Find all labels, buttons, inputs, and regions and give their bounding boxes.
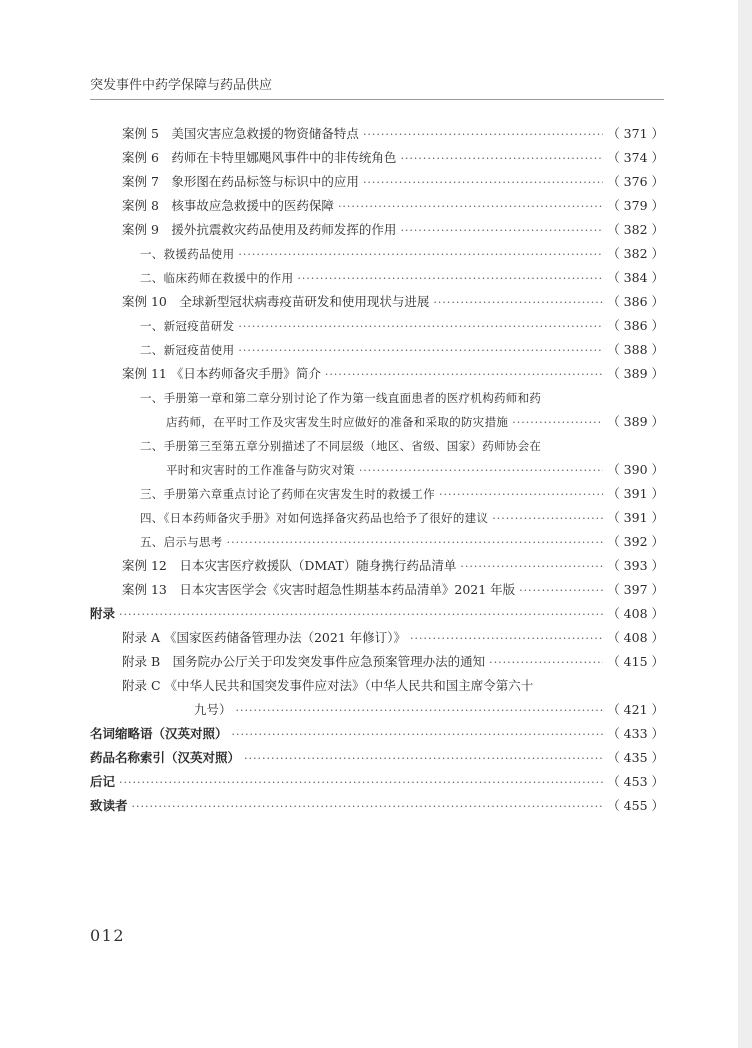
leader-dots — [439, 487, 603, 503]
toc-entry-page: （ 408 ） — [607, 606, 664, 621]
toc-entry-appendix-a[interactable] — [122, 630, 664, 647]
toc-entry-page: （ 371 ） — [607, 126, 664, 141]
toc-entry-page: （ 379 ） — [607, 198, 664, 213]
leader-dots — [238, 319, 603, 335]
toc-entry-case-7[interactable] — [122, 174, 664, 191]
toc-entry-case-11[interactable] — [122, 366, 664, 383]
toc-entry-label: 案例 5 美国灾害应急救援的物资储备特点 — [122, 126, 359, 141]
leader-dots — [400, 223, 603, 239]
toc-entry-label: 平时和灾害时的工作准备与防灾对策 — [166, 463, 355, 477]
leader-dots — [363, 175, 603, 191]
leader-dots — [512, 415, 603, 431]
leader-dots — [338, 199, 603, 215]
toc-entry-page: （ 435 ） — [607, 750, 664, 765]
toc-entry-label: 案例 7 象形图在药品标签与标识中的应用 — [122, 174, 359, 189]
leader-dots — [244, 751, 603, 767]
toc-entry-label: 致读者 — [90, 798, 128, 813]
toc-entry-label: 三、手册第六章重点讨论了药师在灾害发生时的救援工作 — [140, 487, 435, 501]
toc-entry-page: （ 391 ） — [607, 510, 664, 525]
toc-entry-page: （ 386 ） — [607, 294, 664, 309]
toc-entry-appendix-b[interactable] — [122, 654, 664, 671]
toc-subentry[interactable] — [166, 462, 664, 479]
leader-dots — [359, 463, 603, 479]
toc-entry-page: （ 384 ） — [607, 270, 664, 285]
toc-entry-label: 四、《日本药师备灾手册》对如何选择备灾药品也给予了很好的建议 — [140, 511, 489, 525]
toc-entry-postscript[interactable] — [90, 774, 664, 791]
toc-entry-page: （ 397 ） — [607, 582, 664, 597]
toc-entry-appendix-c-line1[interactable]: 附录 C 《中华人民共和国突发事件应对法》（中华人民共和国主席令第六十 — [122, 678, 534, 693]
toc-entry-page: （ 389 ） — [607, 414, 664, 429]
leader-dots — [363, 127, 603, 143]
leader-dots — [519, 583, 603, 599]
leader-dots — [236, 703, 604, 719]
toc-entry-to-readers[interactable] — [90, 798, 664, 815]
leader-dots — [410, 631, 603, 647]
header-rule — [90, 99, 664, 100]
toc-entry-page: （ 376 ） — [607, 174, 664, 189]
toc-entry-label: 后记 — [90, 774, 116, 789]
toc-entry-page: （ 386 ） — [607, 318, 664, 333]
toc-entry-label: 案例 6 药师在卡特里娜飓风事件中的非传统角色 — [122, 150, 397, 165]
leader-dots — [489, 655, 603, 671]
toc-entry-page: （ 390 ） — [607, 462, 664, 477]
leader-dots — [433, 295, 603, 311]
toc-entry-case-5[interactable] — [122, 126, 664, 143]
page-edge-shadow — [738, 0, 752, 1048]
toc-subentry-line1[interactable]: 二、手册第三至第五章分别描述了不同层级（地区、省级、国家）药师协会在 — [140, 439, 542, 453]
toc-entry-case-8[interactable] — [122, 198, 664, 215]
toc-subentry[interactable] — [140, 486, 664, 503]
toc-entry-label: 案例 11 《日本药师备灾手册》简介 — [122, 366, 321, 381]
toc-entry-label: 案例 12 日本灾害医疗救援队（DMAT）随身携行药品清单 — [122, 558, 457, 573]
running-header: 突发事件中药学保障与药品供应 — [90, 78, 273, 93]
toc-entry-appendix-c[interactable] — [194, 702, 664, 719]
toc-entry-label: 九号） — [194, 702, 232, 717]
toc-entry-page: （ 388 ） — [607, 342, 664, 357]
toc-subentry[interactable] — [140, 342, 664, 359]
toc-entry-page: （ 453 ） — [607, 774, 664, 789]
toc-entry-label: 案例 8 核事故应急救援中的医药保障 — [122, 198, 334, 213]
toc-entry-case-10[interactable] — [122, 294, 664, 311]
toc-entry-case-12[interactable] — [122, 558, 664, 575]
leader-dots — [238, 247, 603, 263]
toc-entry-label: 名词缩略语（汉英对照） — [90, 726, 228, 741]
toc-entry-page: （ 408 ） — [607, 630, 664, 645]
toc-entry-drug-index[interactable] — [90, 750, 664, 767]
toc-entry-page: （ 391 ） — [607, 486, 664, 501]
toc-entry-page: （ 455 ） — [607, 798, 664, 813]
toc-entry-label: 二、临床药师在救援中的作用 — [140, 271, 294, 285]
toc-entry-page: （ 421 ） — [607, 702, 664, 717]
leader-dots — [297, 271, 603, 287]
toc-entry-page: （ 382 ） — [607, 246, 664, 261]
toc-entry-page: （ 382 ） — [607, 222, 664, 237]
toc-entry-page: （ 389 ） — [607, 366, 664, 381]
leader-dots — [238, 343, 603, 359]
toc-entry-label: 附录 — [90, 606, 116, 621]
toc-entry-label: 附录 B 国务院办公厅关于印发突发事件应急预案管理办法的通知 — [122, 654, 486, 669]
leader-dots — [492, 511, 603, 527]
toc-subentry[interactable] — [140, 318, 664, 335]
toc-entry-appendix[interactable] — [90, 606, 664, 623]
toc-entry-label: 一、新冠疫苗研发 — [140, 319, 235, 333]
page-number: 012 — [90, 926, 126, 945]
toc-entry-label: 二、新冠疫苗使用 — [140, 343, 235, 357]
toc-entry-abbreviations[interactable] — [90, 726, 664, 743]
toc-entry-label: 店药师，在平时工作及灾害发生时应做好的准备和采取的防灾措施 — [166, 415, 509, 429]
toc-subentry-line1[interactable]: 一、手册第一章和第二章分别讨论了作为第一线直面患者的医疗机构药师和药 — [140, 391, 542, 405]
leader-dots — [232, 727, 604, 743]
toc-entry-page: （ 433 ） — [607, 726, 664, 741]
toc-entry-page: （ 392 ） — [607, 534, 664, 549]
toc-subentry[interactable] — [140, 510, 664, 527]
toc-entry-page: （ 374 ） — [607, 150, 664, 165]
leader-dots — [132, 799, 604, 815]
toc-entry-label: 案例 13 日本灾害医学会《灾害时超急性期基本药品清单》2021 年版 — [122, 582, 516, 597]
toc-entry-case-13[interactable] — [122, 582, 664, 599]
toc-entry-case-9[interactable] — [122, 222, 664, 239]
toc-entry-label: 五、启示与思考 — [140, 535, 223, 549]
toc-entry-label: 一、救援药品使用 — [140, 247, 235, 261]
toc-subentry[interactable] — [140, 270, 664, 287]
toc-entry-label: 药品名称索引（汉英对照） — [90, 750, 241, 765]
toc-entry-page: （ 393 ） — [607, 558, 664, 573]
toc-entry-page: （ 415 ） — [607, 654, 664, 669]
leader-dots — [400, 151, 603, 167]
leader-dots — [119, 607, 603, 623]
toc-subentry[interactable] — [140, 534, 664, 551]
leader-dots — [325, 367, 603, 383]
leader-dots — [460, 559, 603, 575]
toc-entry-case-6[interactable] — [122, 150, 664, 167]
leader-dots — [227, 535, 604, 551]
toc-subentry[interactable] — [166, 414, 664, 431]
toc-entry-label: 案例 10 全球新型冠状病毒疫苗研发和使用现状与进展 — [122, 294, 430, 309]
leader-dots — [119, 775, 603, 791]
toc-entry-label: 案例 9 援外抗震救灾药品使用及药师发挥的作用 — [122, 222, 397, 237]
toc-subentry[interactable] — [140, 246, 664, 263]
toc-entry-label: 附录 A 《国家医药储备管理办法（2021 年修订）》 — [122, 630, 407, 645]
